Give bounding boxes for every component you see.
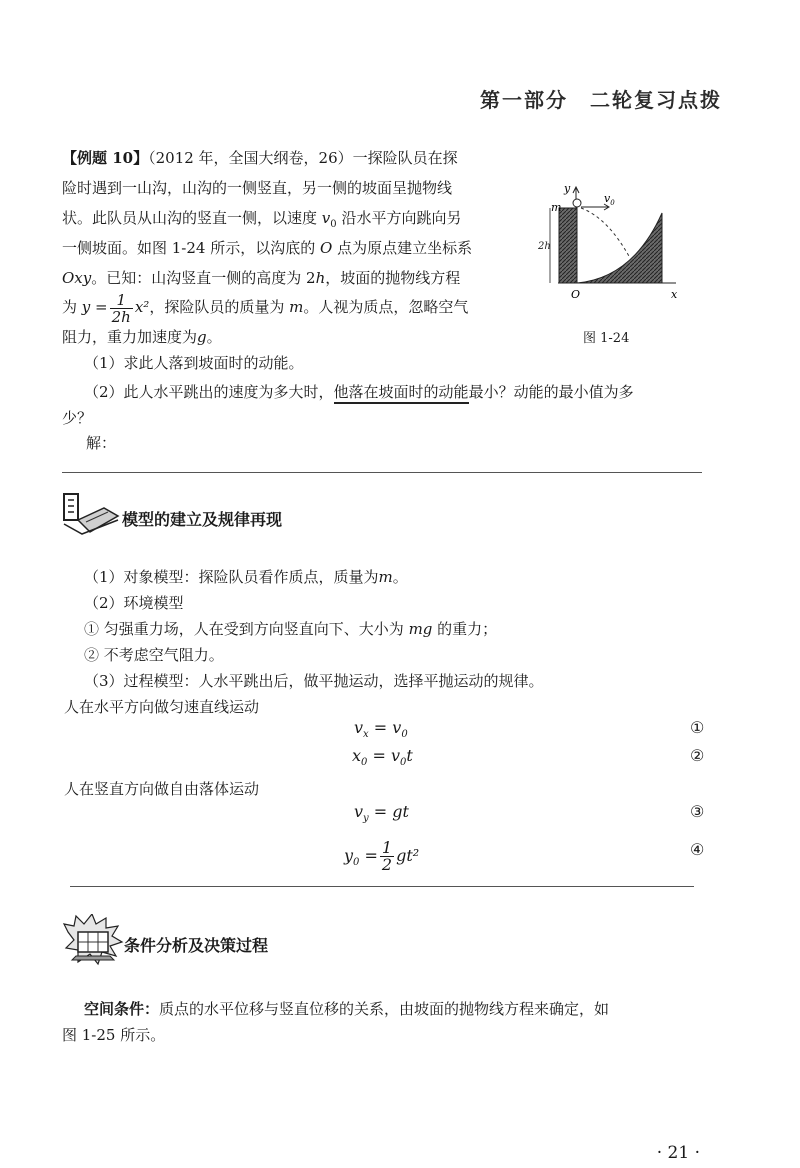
figure-caption: 图 1-24	[583, 331, 630, 346]
header-part: 第一部分	[480, 88, 568, 112]
page-number: · 21 ·	[656, 1143, 700, 1163]
fig-label-v: $v_0$	[604, 192, 615, 207]
model-section-title: 模型的建立及规律再现	[122, 510, 283, 529]
equation-number-2: ②	[690, 746, 705, 765]
fig-label-m: m	[551, 201, 562, 214]
conditions-section-title: 条件分析及决策过程	[124, 936, 269, 955]
model-line-6: 人在水平方向做匀速直线运动	[64, 698, 260, 716]
fig-label-y: y	[564, 183, 571, 195]
equation-2: $x_0 = v_0t$	[352, 746, 413, 769]
explorer-point	[573, 199, 581, 207]
header-title: 二轮复习点拨	[590, 88, 722, 112]
underlined-text: 他落在坡面时的动能	[334, 383, 469, 404]
conditions-section-icon	[62, 914, 124, 966]
model-line-4: ② 不考虑空气阻力。	[84, 646, 224, 664]
model-section-icon	[60, 490, 124, 538]
equation-number-4: ④	[690, 840, 705, 859]
parabolic-slope	[577, 213, 662, 283]
example-line-1: 【例题 10】（2012 年，全国大纲卷，26）一探险队员在探	[62, 149, 458, 167]
example-label: 【例题 10】	[62, 149, 149, 167]
question-2-cont: 少？	[62, 409, 93, 427]
equation-number-3: ③	[690, 802, 705, 821]
equation-number-1: ①	[690, 718, 705, 737]
parabola-fraction: $\frac{1}{2h}$	[111, 290, 131, 326]
figure-1-24	[538, 183, 698, 303]
equation-1: $v_x = v_0$	[354, 718, 408, 741]
model-line-2: （2）环境模型	[84, 594, 184, 612]
question-2: （2）此人水平跳出的速度为多大时，他落在坡面时的动能最小？动能的最小值为多	[84, 377, 634, 407]
model-line-7: 人在竖直方向做自由落体运动	[64, 780, 260, 798]
example-line-4: 一侧坡面。如图 1-24 所示，以沟底的 O 点为原点建立坐标系	[62, 239, 473, 257]
divider-1	[62, 472, 702, 473]
running-header	[480, 84, 722, 113]
model-line-5: （3）过程模型：人水平跳出后，做平抛运动，选择平抛运动的规律。	[84, 672, 544, 690]
example-line-7: 阻力，重力加速度为g。	[62, 328, 222, 346]
example-line-6: 为 y = $\frac{1}{2h}$ x²，探险队员的质量为 m。人视为质点，忽略空气	[62, 290, 469, 326]
model-line-3: ① 匀强重力场，人在受到方向竖直向下、大小为 mg 的重力；	[84, 620, 498, 638]
equation-4: $y_0$ = $\frac{1}{2}$ gt²	[344, 838, 420, 874]
fig-label-x: x	[671, 288, 678, 301]
example-line-5: Oxy。已知：山沟竖直一侧的高度为 2h，坡面的抛物线方程	[62, 269, 461, 287]
trajectory-curve	[581, 208, 630, 258]
conditions-line-1: 空间条件：质点的水平位移与竖直位移的关系，由坡面的抛物线方程来确定，如	[84, 1000, 610, 1018]
divider-2	[70, 886, 694, 887]
model-line-1: （1）对象模型：探险队员看作质点，质量为m。	[84, 568, 408, 586]
solution-label: 解：	[86, 434, 117, 452]
fig-label-2h: 2h	[538, 241, 551, 252]
fig-label-o: O	[571, 288, 581, 301]
vertical-cliff	[559, 208, 577, 283]
equation-3: $v_y$ = gt	[354, 802, 409, 825]
example-line-2: 险时遇到一山沟，山沟的一侧竖直，另一侧的坡面呈抛物线	[62, 179, 453, 197]
conditions-line-2: 图 1-25 所示。	[62, 1026, 166, 1044]
question-1: （1）求此人落到坡面时的动能。	[84, 354, 304, 372]
example-line-3: 状。此队员从山沟的竖直一侧，以速度 $v_0$ 沿水平方向跳向另	[62, 209, 462, 230]
